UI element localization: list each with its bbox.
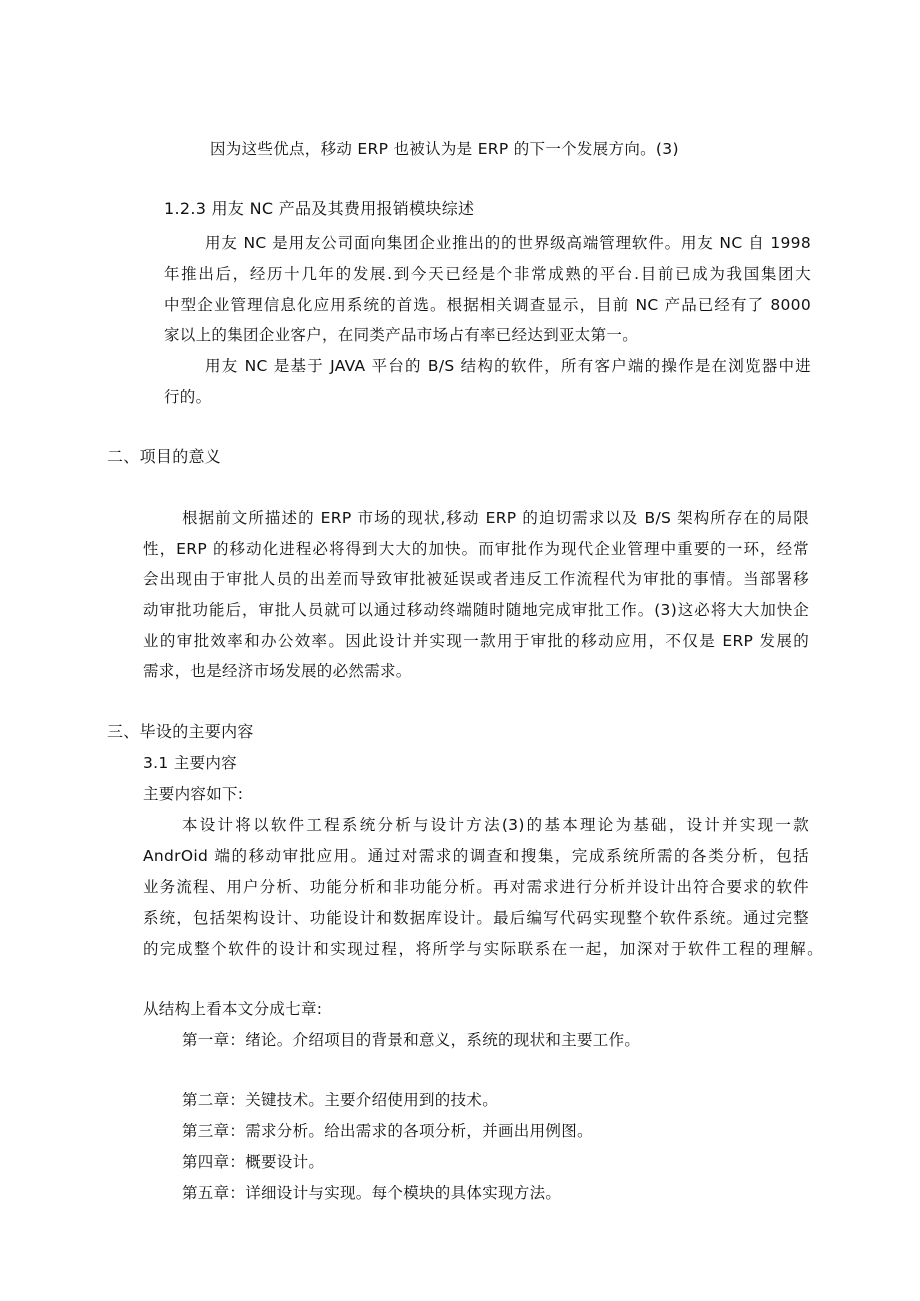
paragraph-line: 动审批功能后，审批人员就可以通过移动终端随时随地完成审批工作。(3)这必将大大加快企 [143,601,809,619]
paragraph-line: 需求，也是经济市场发展的必然需求。 [143,662,412,680]
paragraph-line: 用友 NC 是基于 JAVA 平台的 B/S 结构的软件，所有客户端的操作是在浏览器中进 [205,357,811,375]
section-2-heading: 二、项目的意义 [107,447,222,466]
paragraph-line: AndrOid 端的移动审批应用。通过对需求的调查和搜集，完成系统所需的各类分析，包括 [143,847,809,865]
paragraph-line: 行的。 [164,388,212,406]
paragraph-line: 系统，包括架构设计、功能设计和数据库设计。最后编写代码实现整个软件系统。通过完整 [143,909,809,927]
chapter-item: 第二章：关键技术。主要介绍使用到的技术。 [182,1091,499,1109]
chapter-item: 第三章：需求分析。给出需求的各项分析，并画出用例图。 [182,1122,593,1140]
paragraph-line: 性，ERP 的移动化进程必将得到大大的加快。而审批作为现代企业管理中重要的一环，经常 [143,540,809,558]
section-3-lead: 主要内容如下: [143,785,244,803]
section-1-2-3-heading: 1.2.3 用友 NC 产品及其费用报销模块综述 [164,199,475,218]
paragraph-line: 中型企业管理信息化应用系统的首选。根据相关调查显示，目前 NC 产品已经有了 8000 [164,296,811,314]
chapter-item: 第五章：详细设计与实现。每个模块的具体实现方法。 [182,1184,562,1202]
section-3-1-heading: 3.1 主要内容 [143,754,237,772]
chapter-item: 第一章：绪论。介绍项目的背景和意义，系统的现状和主要工作。 [182,1031,641,1049]
chapter-item: 第四章：概要设计。 [182,1153,325,1171]
paragraph-line: 的完成整个软件的设计和实现过程，将所学与实际联系在一起，加深对于软件工程的理解。 [143,940,823,958]
structure-lead: 从结构上看本文分成七章: [143,1000,323,1018]
paragraph-line: 年推出后，经历十几年的发展.到今天已经是个非常成熟的平台.目前已成为我国集团大 [164,265,811,283]
paragraph-line: 家以上的集团企业客户，在同类产品市场占有率已经达到亚太第一。 [164,326,639,344]
paragraph-line: 用友 NC 是用友公司面向集团企业推出的的世界级高端管理软件。用友 NC 自 1998 [205,234,811,252]
paragraph-line: 会出现由于审批人员的出差而导致审批被延误或者违反工作流程代为审批的事情。当部署移 [143,570,809,588]
paragraph-line: 业的审批效率和办公效率。因此设计并实现一款用于审批的移动应用，不仅是 ERP 发展的 [143,632,809,650]
paragraph-line: 根据前文所描述的 ERP 市场的现状,移动 ERP 的迫切需求以及 B/S 架构所存在的局限 [182,509,809,527]
intro-line: 因为这些优点，移动 ERP 也被认为是 ERP 的下一个发展方向。(3) [210,140,679,158]
section-3-heading: 三、毕设的主要内容 [107,722,254,741]
paragraph-line: 业务流程、用户分析、功能分析和非功能分析。再对需求进行分析并设计出符合要求的软件 [143,878,809,896]
paragraph-line: 本设计将以软件工程系统分析与设计方法(3)的基本理论为基础，设计并实现一款 [182,816,809,834]
